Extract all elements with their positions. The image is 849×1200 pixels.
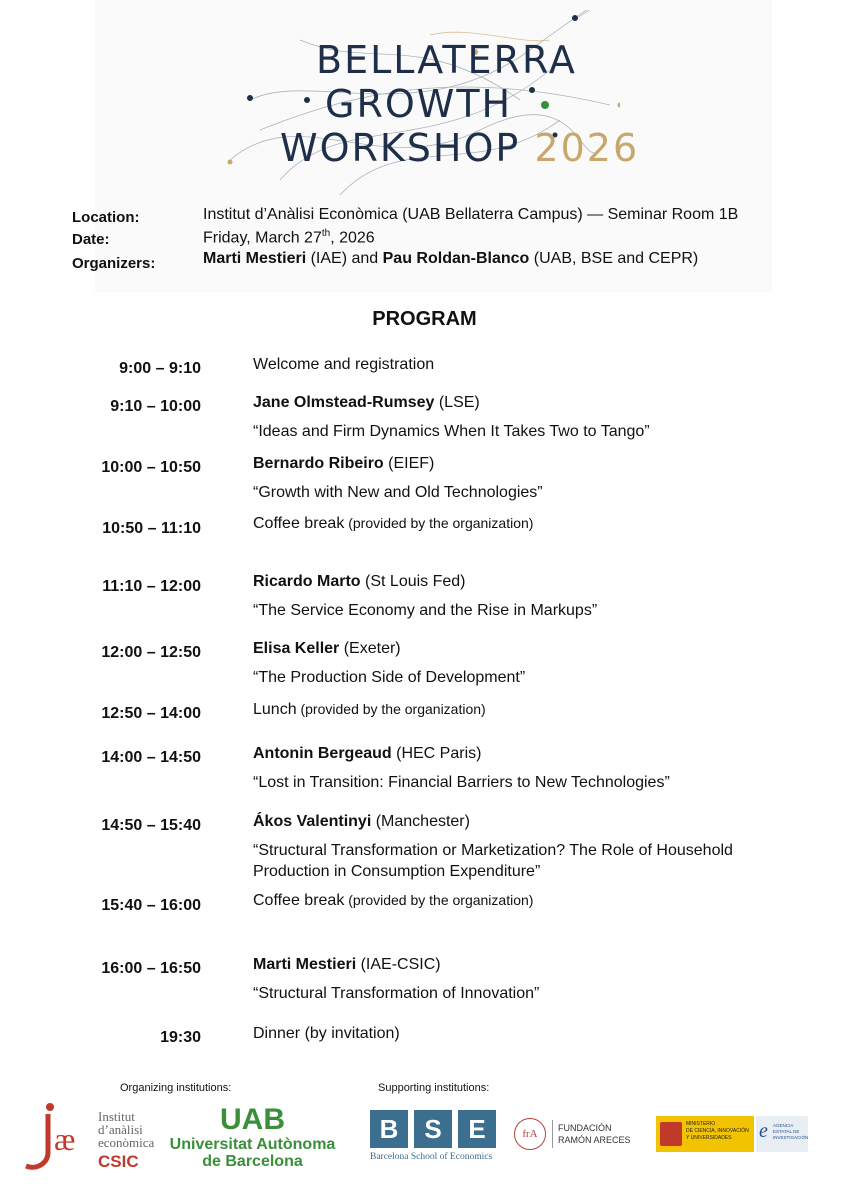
spain-coat-of-arms-icon	[660, 1122, 682, 1146]
iae-name-line: econòmica	[98, 1135, 155, 1150]
organizers-value	[203, 250, 698, 268]
speaker-affiliation: (EIEF)	[383, 455, 435, 472]
date-superscript: th	[321, 228, 331, 239]
ministry-name-line: DE CIENCIA, INNOVACIÓN	[686, 1128, 749, 1134]
location-label: Location:	[72, 209, 140, 226]
svg-text:æ: æ	[54, 1121, 76, 1157]
organizer-name: Pau Roldan-Blanco	[382, 250, 530, 267]
ministry-aei-logo	[656, 1116, 808, 1152]
speaker-affiliation: (Exeter)	[339, 640, 401, 657]
network-node	[572, 15, 578, 21]
bse-letter-s: S	[414, 1110, 452, 1148]
talk-title: “Structural Transformation or Marketization? The Role of Household Production in Consumption Expenditure”	[253, 842, 733, 880]
fundacion-ramon-areces-logo	[514, 1118, 634, 1152]
iae-name-line: d’anàlisi	[98, 1122, 143, 1137]
break-note: (provided by the organization)	[296, 701, 486, 717]
session-speaker-line	[253, 956, 441, 974]
fra-mark-icon: frA	[514, 1118, 546, 1150]
session-speaker-line	[253, 640, 401, 658]
session-speaker-line	[253, 745, 481, 763]
talk-title: “Structural Transformation of Innovation”	[253, 985, 540, 1002]
speaker-name: Ákos Valentinyi	[253, 813, 372, 830]
break-label: Coffee break	[253, 892, 345, 909]
session-time: 9:10 – 10:00	[110, 398, 201, 415]
network-node	[541, 101, 549, 109]
talk-title: “Ideas and Firm Dynamics When It Takes Two to Tango”	[253, 423, 650, 440]
iae-mark-icon	[22, 1100, 97, 1176]
workshop-title-word: WORKSHOP	[280, 126, 521, 170]
agency-name-line: INVESTIGACIÓN	[773, 1135, 809, 1140]
network-node	[247, 95, 253, 101]
speaker-name: Marti Mestieri	[253, 956, 357, 973]
session-time: 12:50 – 14:00	[101, 705, 201, 722]
organizer-affiliation: (IAE) and	[306, 250, 383, 267]
bse-letter-b: B	[370, 1110, 408, 1148]
session-time: 11:10 – 12:00	[102, 578, 201, 595]
speaker-affiliation: (St Louis Fed)	[360, 573, 466, 590]
uab-acronym: UAB	[220, 1103, 285, 1136]
session-time: 10:50 – 11:10	[102, 520, 201, 537]
location-value: Institut d’Anàlisi Econòmica (UAB Bellaterra Campus) — Seminar Room 1B	[203, 206, 739, 223]
break-note: (provided by the organization)	[344, 515, 534, 531]
break-label: Lunch	[253, 701, 297, 718]
uab-name-line: de Barcelona	[202, 1153, 303, 1170]
date-prefix: Friday, March 27	[203, 229, 322, 247]
speaker-affiliation: (HEC Paris)	[391, 745, 482, 762]
bse-full-name: Barcelona School of Economics	[370, 1152, 493, 1162]
session-time: 19:30	[160, 1029, 201, 1046]
session-speaker-line	[253, 455, 434, 473]
date-label: Date:	[72, 231, 110, 248]
talk-title: “Lost in Transition: Financial Barriers to New Technologies”	[253, 774, 670, 791]
session-speaker-line	[253, 813, 470, 831]
workshop-title-line2: GROWTH	[325, 82, 513, 126]
session-time: 10:00 – 10:50	[101, 459, 201, 476]
organizer-name: Marti Mestieri	[203, 250, 307, 267]
supporting-institutions-label: Supporting institutions:	[378, 1082, 490, 1094]
talk-title: “The Production Side of Development”	[253, 669, 526, 686]
uab-name-line: Universitat Autònoma	[169, 1136, 336, 1153]
talk-title: “Growth with New and Old Technologies”	[253, 484, 543, 501]
speaker-name: Bernardo Ribeiro	[253, 455, 384, 472]
program-title: PROGRAM	[372, 308, 477, 330]
speaker-affiliation: (Manchester)	[371, 813, 470, 830]
session-time: 16:00 – 16:50	[101, 960, 201, 977]
session-time: 15:40 – 16:00	[101, 897, 201, 914]
ministry-block	[656, 1116, 754, 1152]
ministry-name-line: Y UNIVERSIDADES	[686, 1135, 732, 1141]
ministry-name-line: MINISTERIO	[686, 1121, 716, 1127]
session-speaker-line	[253, 394, 480, 412]
network-node	[228, 160, 233, 165]
speaker-affiliation: (LSE)	[434, 394, 480, 411]
date-value	[203, 228, 375, 247]
network-node	[618, 103, 621, 108]
talk-title: “The Service Economy and the Rise in Markups”	[253, 602, 598, 619]
session-time: 12:00 – 12:50	[101, 644, 201, 661]
organizers-label: Organizers:	[72, 255, 156, 272]
network-node	[529, 87, 535, 93]
break-line	[253, 701, 486, 719]
aei-mark-icon: e	[759, 1120, 768, 1142]
workshop-title-line1: BELLATERRA	[316, 38, 577, 82]
workshop-title-year: 2026	[534, 126, 640, 170]
fra-name-line: FUNDACIÓN	[558, 1123, 612, 1133]
fra-name-line: RAMÓN ARECES	[558, 1135, 631, 1145]
workshop-title-line3	[280, 126, 639, 170]
organizer-affiliation: (UAB, BSE and CEPR)	[529, 250, 699, 267]
break-label: Coffee break	[253, 515, 345, 532]
session-time: 14:00 – 14:50	[101, 749, 201, 766]
speaker-name: Antonin Bergeaud	[253, 745, 392, 762]
break-line	[253, 515, 533, 533]
agency-name-line: AGENCIA	[773, 1123, 794, 1128]
iae-name-line: Institut	[98, 1109, 135, 1124]
session-time: 9:00 – 9:10	[119, 360, 201, 377]
network-node	[304, 97, 310, 103]
session-label: Dinner (by invitation)	[253, 1025, 400, 1042]
uab-logo	[160, 1104, 345, 1182]
speaker-affiliation: (IAE-CSIC)	[356, 956, 441, 973]
bse-letter-e: E	[458, 1110, 496, 1148]
break-line	[253, 892, 533, 910]
aei-block	[756, 1116, 808, 1152]
iae-csic-text: CSIC	[98, 1152, 139, 1171]
break-note: (provided by the organization)	[344, 892, 534, 908]
session-speaker-line	[253, 573, 466, 591]
agency-name-line: ESTATAL DE	[773, 1129, 800, 1134]
speaker-name: Ricardo Marto	[253, 573, 361, 590]
session-label: Welcome and registration	[253, 356, 435, 373]
session-time: 14:50 – 15:40	[101, 817, 201, 834]
bse-logo	[370, 1110, 500, 1165]
date-suffix: , 2026	[330, 229, 375, 247]
speaker-name: Jane Olmstead-Rumsey	[253, 394, 435, 411]
organizing-institutions-label: Organizing institutions:	[120, 1082, 232, 1094]
iae-csic-logo	[22, 1100, 155, 1176]
speaker-name: Elisa Keller	[253, 640, 340, 657]
